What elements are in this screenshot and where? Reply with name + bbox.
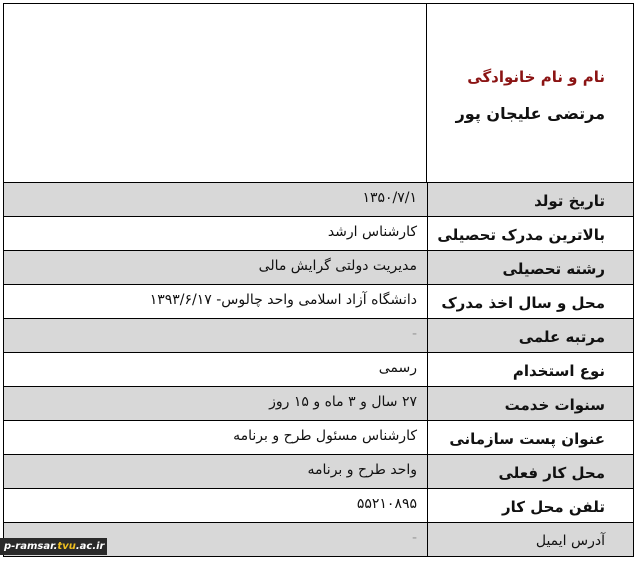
row-value: ۱۳۵۰/۷/۱ — [3, 183, 427, 217]
row-label: تاریخ تولد — [427, 183, 634, 217]
row-value: - — [3, 523, 427, 557]
row-label: تلفن محل کار — [427, 489, 634, 523]
table-row-position — [3, 421, 634, 455]
row-label: عنوان پست سازمانی — [427, 421, 634, 455]
row-label: سنوات خدمت — [427, 387, 634, 421]
site-watermark — [0, 538, 107, 555]
profile-table — [3, 3, 634, 558]
table-row-degree — [3, 217, 634, 251]
row-value: دانشگاه آزاد اسلامی واحد چالوس- ۱۳۹۳/۶/۱۷ — [3, 285, 427, 319]
row-value: رسمی — [3, 353, 427, 387]
row-value: واحد طرح و برنامه — [3, 455, 427, 489]
row-label: محل کار فعلی — [427, 455, 634, 489]
row-label: مرتبه علمی — [427, 319, 634, 353]
row-label: رشته تحصیلی — [427, 251, 634, 285]
name-value: مرتضی علیجان پور — [455, 104, 605, 123]
row-label: نوع استخدام — [427, 353, 634, 387]
row-value: ۵۵۲۱۰۸۹۵ — [3, 489, 427, 523]
row-value: کارشناس ارشد — [3, 217, 427, 251]
table-row-birthdate — [3, 183, 634, 217]
row-value: مدیریت دولتی گرایش مالی — [3, 251, 427, 285]
row-value: ۲۷ سال و ۳ ماه و ۱۵ روز — [3, 387, 427, 421]
row-label: آدرس ایمیل — [427, 523, 634, 557]
name-cell — [427, 3, 634, 183]
watermark-prefix: p-ramsar. — [4, 541, 58, 552]
row-value: - — [3, 319, 427, 353]
row-label: بالاترین مدرک تحصیلی — [427, 217, 634, 251]
name-heading: نام و نام خانوادگی — [467, 68, 605, 86]
watermark-suffix: .ac.ir — [75, 541, 105, 552]
table-row-phone — [3, 489, 634, 523]
table-row-employment-type — [3, 353, 634, 387]
table-row-workplace — [3, 455, 634, 489]
photo-placeholder — [3, 3, 427, 183]
row-label: محل و سال اخذ مدرک — [427, 285, 634, 319]
table-row-academic-rank — [3, 319, 634, 353]
watermark-highlight: tvu — [57, 541, 76, 552]
table-row-service-years — [3, 387, 634, 421]
table-row-field — [3, 251, 634, 285]
table-row-degree-place — [3, 285, 634, 319]
row-value: کارشناس مسئول طرح و برنامه — [3, 421, 427, 455]
